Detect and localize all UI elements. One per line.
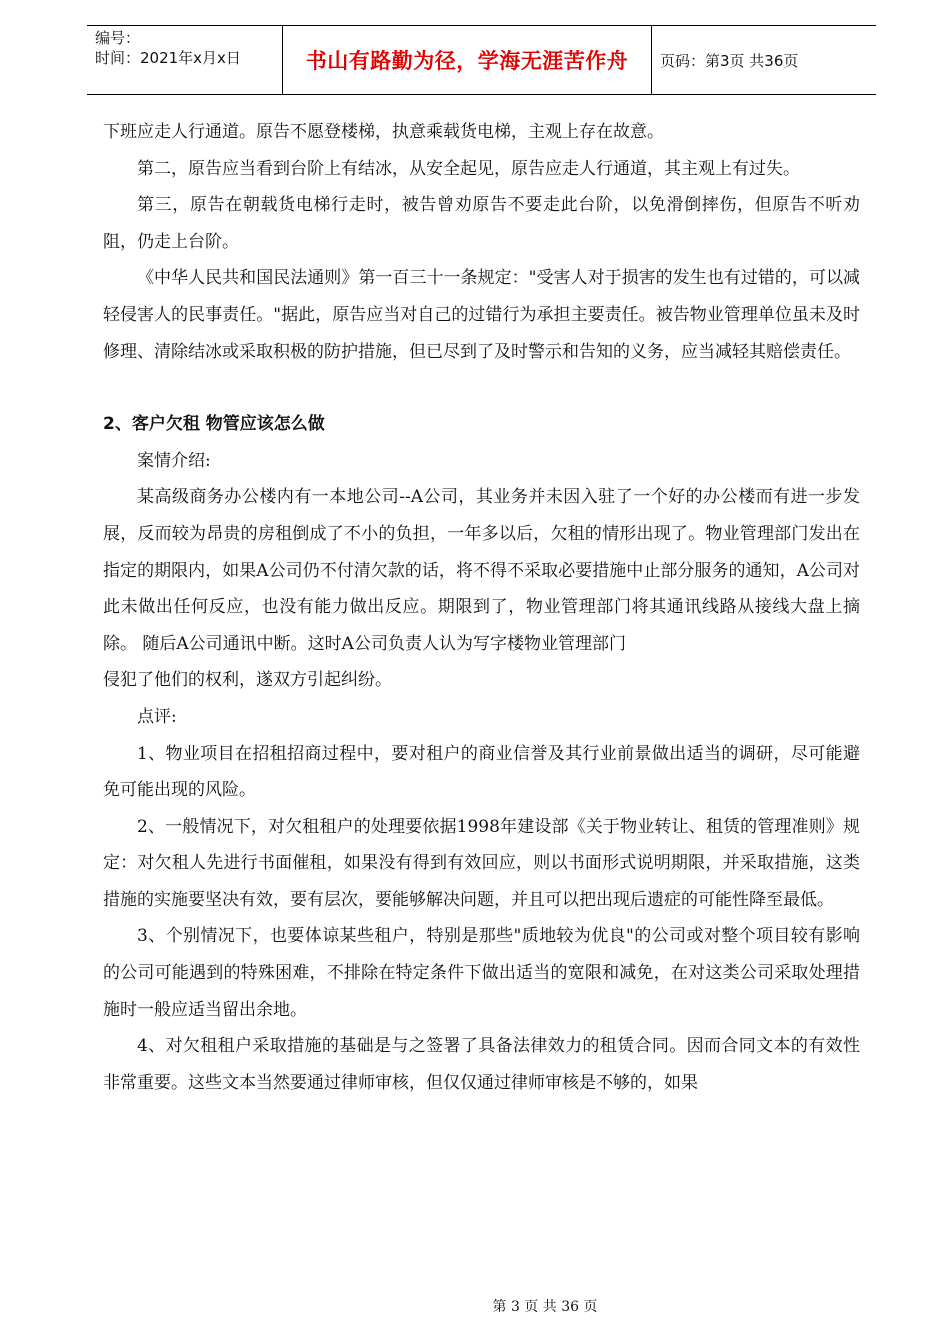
header-motto: 书山有路勤为径，学海无涯苦作舟 (283, 26, 652, 94)
page-header (87, 25, 876, 95)
paragraph: 案情介绍: (137, 450, 211, 471)
time-label: 时间：2021年x月x日 (95, 49, 241, 67)
paragraph: 2、一般情况下，对欠租租户的处理要依据1998年建设部《关于物业转让、租赁的管理准则》规定：对欠租人先进行书面催租，如果没有得到有效回应，则以书面形式说明期限，并采取措施，这类措施的实施要坚决有效，要有层次，要能够解决问题，并且可以把出现后遗症的可能性降至最低。 (103, 816, 860, 910)
paragraph: 侵犯了他们的权利，遂双方引起纠纷。 (103, 670, 392, 691)
document-body (103, 114, 860, 1101)
paragraph: 《中华人民共和国民法通则》第一百三十一条规定："受害人对于损害的发生也有过错的，可以减轻侵害人的民事责任。"据此，原告应当对自己的过错行为承担主要责任。被告物业管理单位虽未及时修理、清除结冰或采取积极的防护措施，但已尽到了及时警示和告知的义务，应当减轻其赔偿责任。 (103, 268, 860, 362)
paragraph: 4、对欠租租户采取措施的基础是与之签署了具备法律效力的租赁合同。因而合同文本的有效性非常重要。这些文本当然要通过律师审核，但仅仅通过律师审核是不够的，如果 (103, 1036, 860, 1093)
header-page-info: 页码：第3页 共36页 (660, 51, 799, 70)
paragraph: 第三，原告在朝载货电梯行走时，被告曾劝原告不要走此台阶，以免滑倒摔伤，但原告不听劝阻，仍走上台阶。 (103, 195, 860, 252)
header-meta (87, 26, 283, 94)
paragraph: 某高级商务办公楼内有一本地公司--A公司，其业务并未因入驻了一个好的办公楼而有进一步发展，反而较为昂贵的房租倒成了不小的负担，一年多以后，欠租的情形出现了。物业管理部门发出在指定的期限内，如果A公司仍不付清欠款的话，将不得不采取必要措施中止部分服务的通知，A公司对此未做出任何反应，也没有能力做出反应。期限到了，物业管理部门将其通讯线路从接线大盘上摘除。 随后A公司通讯中断。这时A公司负责人认为写字楼物业管理部门 (103, 487, 860, 654)
number-label: 编号： (95, 29, 141, 47)
paragraph: 第二，原告应当看到台阶上有结冰，从安全起见，原告应走人行通道，其主观上有过失。 (137, 158, 800, 179)
paragraph: 下班应走人行通道。原告不愿登楼梯，执意乘载货电梯，主观上存在故意。 (103, 122, 664, 142)
page-footer: 第 3 页 共 36 页 (492, 1299, 598, 1315)
section-heading: 2、客户欠租 物管应该怎么做 (103, 414, 325, 435)
paragraph: 点评: (137, 706, 177, 727)
paragraph: 3、个别情况下，也要体谅某些租户，特别是那些"质地较为优良"的公司或对整个项目较有影响的公司可能遇到的特殊困难，不排除在特定条件下做出适当的宽限和减免，在对这类公司采取处理措施时一般应适当留出余地。 (103, 926, 860, 1020)
paragraph: 1、物业项目在招租招商过程中，要对租户的商业信誉及其行业前景做出适当的调研，尽可能避免可能出现的风险。 (103, 743, 860, 801)
